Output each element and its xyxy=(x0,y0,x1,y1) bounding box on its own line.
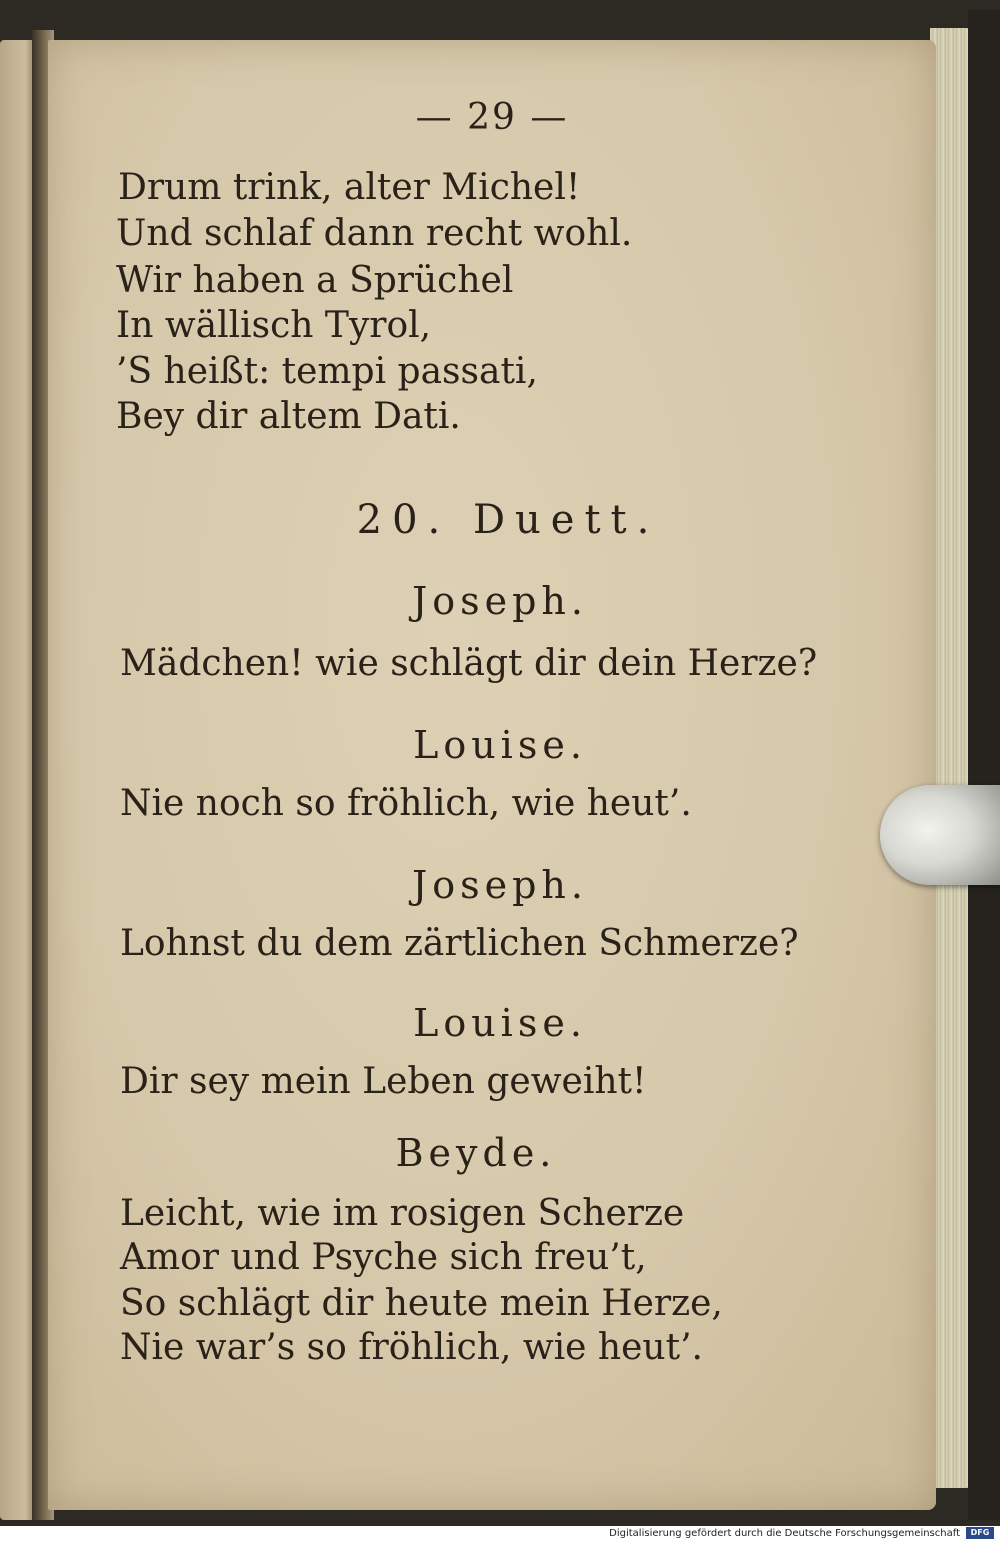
speaker-name: Louise. xyxy=(413,1001,587,1045)
speaker-name: Joseph. xyxy=(412,863,588,907)
verse-line: Leicht, wie im rosigen Scherze xyxy=(120,1193,685,1234)
dialogue-line: Nie noch so fröhlich, wie heut’. xyxy=(120,783,692,824)
dialogue-line: Dir sey mein Leben geweiht! xyxy=(120,1061,647,1102)
speaker-name: Louise. xyxy=(413,723,587,767)
verse-line: Amor und Psyche sich freu’t, xyxy=(120,1237,647,1278)
verse-line: Bey dir altem Dati. xyxy=(116,396,461,437)
verse-line: Nie war’s so fröhlich, wie heut’. xyxy=(120,1327,703,1368)
speaker-name: Joseph. xyxy=(412,579,588,623)
footer-credit: Digitalisierung gefördert durch die Deutsche Forschungsgemeinschaft xyxy=(609,1528,960,1539)
dialogue-line: Lohnst du dem zärtlichen Schmerze? xyxy=(120,923,799,964)
verse-line: In wällisch Tyrol, xyxy=(116,305,432,346)
page-number: — 29 — xyxy=(415,97,569,138)
verse-line: Und schlaf dann recht wohl. xyxy=(116,213,633,254)
dialogue-line: Mädchen! wie schlägt dir dein Herze? xyxy=(120,643,818,684)
verse-line: So schlägt dir heute mein Herze, xyxy=(120,1283,723,1324)
speaker-name: Beyde. xyxy=(395,1131,557,1175)
verse-line: Wir haben a Sprüchel xyxy=(116,260,514,301)
section-heading: 20. Duett. xyxy=(356,497,660,543)
footer-bar xyxy=(0,1526,1000,1541)
verse-line: Drum trink, alter Michel! xyxy=(118,167,581,208)
dfg-logo: DFG xyxy=(966,1527,994,1539)
verse-line: ’S heißt: tempi passati, xyxy=(116,351,538,392)
